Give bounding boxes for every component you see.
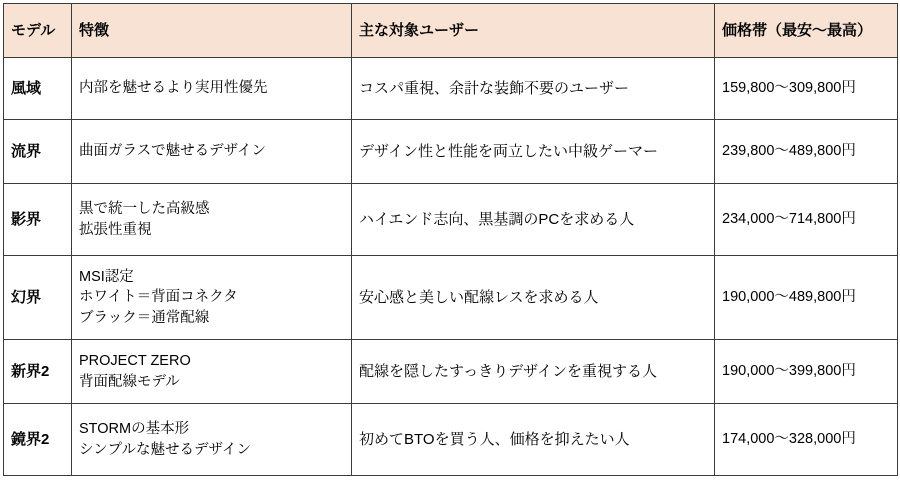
document-sheet xyxy=(0,3,900,480)
column-header-price-range: 価格帯（最安〜最高） xyxy=(715,4,898,58)
cell-feature xyxy=(72,340,352,404)
table-header xyxy=(4,4,898,58)
cell-target-user: ハイエンド志向、黒基調のPCを求める人 xyxy=(352,184,715,256)
cell-feature xyxy=(72,256,352,340)
table-row xyxy=(4,404,898,476)
cell-feature xyxy=(72,120,352,184)
feature-line: 内部を魅せるより実用性優先 xyxy=(79,80,268,97)
feature-line: シンプルな魅せるデザイン xyxy=(79,441,252,458)
cell-model: 影界 xyxy=(4,184,72,256)
cell-target-user: 安心感と美しい配線レスを求める人 xyxy=(352,256,715,340)
feature-line: PROJECT ZERO xyxy=(79,352,191,369)
cell-price: 159,800〜309,800円 xyxy=(715,58,898,120)
feature-line: 曲面ガラスで魅せるデザイン xyxy=(79,143,267,160)
feature-line: ブラック＝通常配線 xyxy=(79,309,210,326)
table-row xyxy=(4,184,898,256)
table-row xyxy=(4,58,898,120)
feature-line: 黒で統一した高級感 xyxy=(79,200,210,217)
feature-line: 背面配線モデル xyxy=(79,373,180,390)
table-row xyxy=(4,120,898,184)
cell-price: 190,000〜489,800円 xyxy=(715,256,898,340)
cell-target-user: 配線を隠したすっきりデザインを重視する人 xyxy=(352,340,715,404)
feature-line: STORMの基本形 xyxy=(79,420,190,437)
table-header-row xyxy=(4,4,898,58)
cell-model: 鏡界2 xyxy=(4,404,72,476)
cell-model: 風域 xyxy=(4,58,72,120)
feature-line: MSI認定 xyxy=(79,268,134,285)
model-comparison-table xyxy=(3,3,898,476)
table-body xyxy=(4,58,898,476)
cell-target-user: 初めてBTOを買う人、価格を抑えたい人 xyxy=(352,404,715,476)
column-header-model: モデル xyxy=(4,4,72,58)
cell-price: 174,000〜328,000円 xyxy=(715,404,898,476)
cell-target-user: コスパ重視、余計な装飾不要のユーザー xyxy=(352,58,715,120)
feature-line: 拡張性重視 xyxy=(79,221,152,238)
cell-price: 234,000〜714,800円 xyxy=(715,184,898,256)
cell-model: 幻界 xyxy=(4,256,72,340)
cell-model: 新界2 xyxy=(4,340,72,404)
cell-price: 190,000〜399,800円 xyxy=(715,340,898,404)
cell-feature xyxy=(72,184,352,256)
cell-target-user: デザイン性と性能を両立したい中級ゲーマー xyxy=(352,120,715,184)
cell-feature xyxy=(72,404,352,476)
cell-model: 流界 xyxy=(4,120,72,184)
cell-price: 239,800〜489,800円 xyxy=(715,120,898,184)
cell-feature xyxy=(72,58,352,120)
table-row xyxy=(4,256,898,340)
table-row xyxy=(4,340,898,404)
column-header-target-user: 主な対象ユーザー xyxy=(352,4,715,58)
column-header-feature: 特徴 xyxy=(72,4,352,58)
feature-line: ホワイト＝背面コネクタ xyxy=(79,289,238,306)
